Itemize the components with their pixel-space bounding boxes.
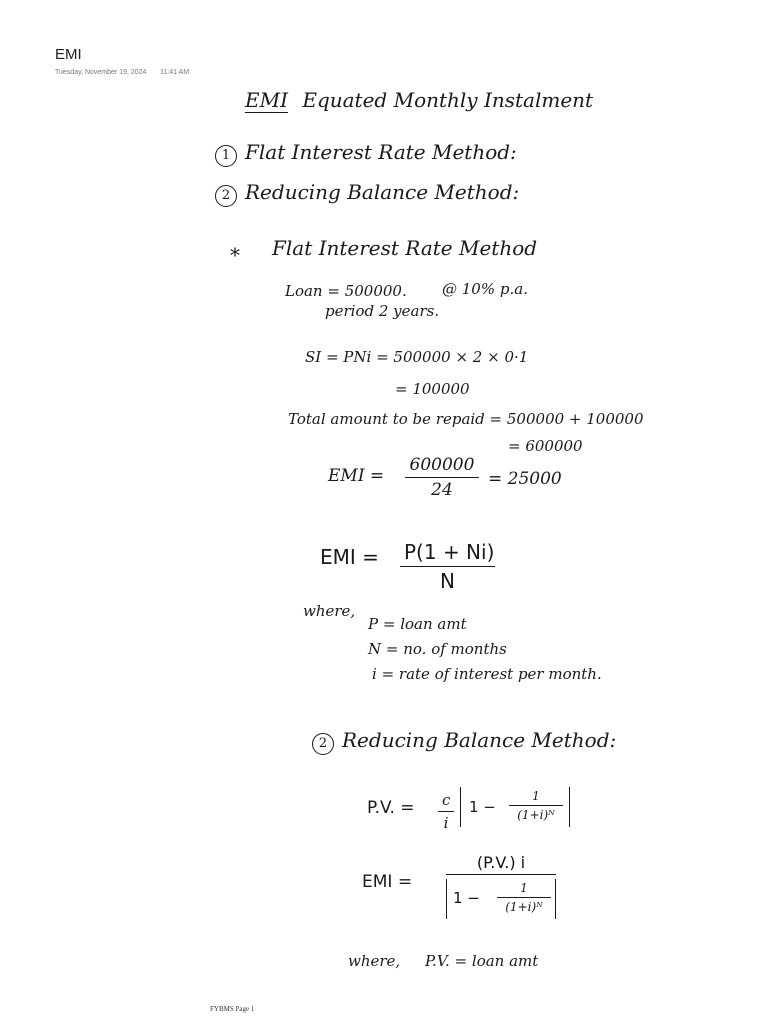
method-1	[215, 140, 517, 167]
emi2-inner-den: (1+i)ᴺ	[505, 900, 543, 914]
page-time: 11:41 AM	[160, 69, 190, 76]
handwritten-heading	[245, 88, 593, 112]
emi-calc-fraction	[405, 455, 479, 500]
period-line: period 2 years.	[325, 302, 440, 320]
def-n: N = no. of months	[368, 640, 507, 658]
rb-label: Reducing Balance Method:	[342, 728, 617, 752]
formula-denominator: N	[440, 569, 455, 593]
pv-i: i	[443, 814, 449, 832]
si-result: = 100000	[395, 380, 470, 398]
total-line: Total amount to be repaid = 500000 + 100000	[288, 410, 644, 428]
formula-fraction	[400, 540, 495, 593]
rb-heading	[312, 728, 616, 755]
pv-bracket	[460, 787, 570, 827]
loan-line: Loan = 500000.	[285, 282, 407, 300]
method-2	[215, 180, 519, 207]
pv-inner-num: 1	[509, 789, 563, 806]
where-label-2: where,	[348, 952, 401, 970]
pv-lhs: P.V. =	[367, 798, 415, 818]
page-date: Tuesday, November 19, 2024	[55, 69, 147, 76]
emi2-fraction	[446, 853, 556, 919]
rate-line: @ 10% p.a.	[442, 280, 528, 298]
heading-abbr: EMI	[245, 88, 288, 112]
emi2-one-minus: 1 −	[453, 889, 480, 907]
def-i: i = rate of interest per month.	[372, 665, 602, 683]
pv-one-minus: 1 −	[469, 798, 496, 816]
def-p: P = loan amt	[368, 615, 467, 633]
formula-lhs: EMI =	[320, 545, 379, 569]
emi-calc-denominator: 24	[431, 480, 453, 500]
total-result: = 600000	[508, 437, 583, 455]
page-title: EMI	[55, 46, 82, 63]
star-bullet: *	[230, 243, 240, 267]
method-1-label: Flat Interest Rate Method:	[245, 140, 517, 164]
method-2-number: 2	[215, 185, 237, 207]
emi-calc-numerator: 600000	[405, 455, 479, 478]
pv-inner-fraction	[509, 789, 563, 822]
emi2-denominator-bracket	[446, 879, 556, 919]
emi2-inner-num: 1	[497, 881, 551, 898]
pv-c: c	[438, 791, 454, 812]
emi-calc-result: = 25000	[488, 469, 562, 489]
emi2-numerator: (P.V.) i	[446, 853, 556, 875]
flat-heading: Flat Interest Rate Method	[272, 236, 538, 260]
method-2-label: Reducing Balance Method:	[245, 180, 520, 204]
emi-calc-lhs: EMI =	[328, 466, 385, 486]
pv-c-over-i	[438, 791, 454, 832]
si-line: SI = PNi = 500000 × 2 × 0·1	[305, 348, 529, 366]
heading-rest: Equated Monthly Instalment	[302, 88, 594, 112]
emi2-inner-fraction	[497, 881, 551, 914]
pv-inner-den: (1+i)ᴺ	[517, 808, 555, 822]
page-footer: FYBMS Page 1	[210, 1005, 255, 1013]
def-pv: P.V. = loan amt	[425, 952, 539, 970]
formula-numerator: P(1 + Ni)	[400, 540, 495, 567]
emi2-lhs: EMI =	[362, 872, 413, 892]
rb-number: 2	[312, 733, 334, 755]
method-1-number: 1	[215, 145, 237, 167]
where-label-1: where,	[303, 602, 356, 620]
